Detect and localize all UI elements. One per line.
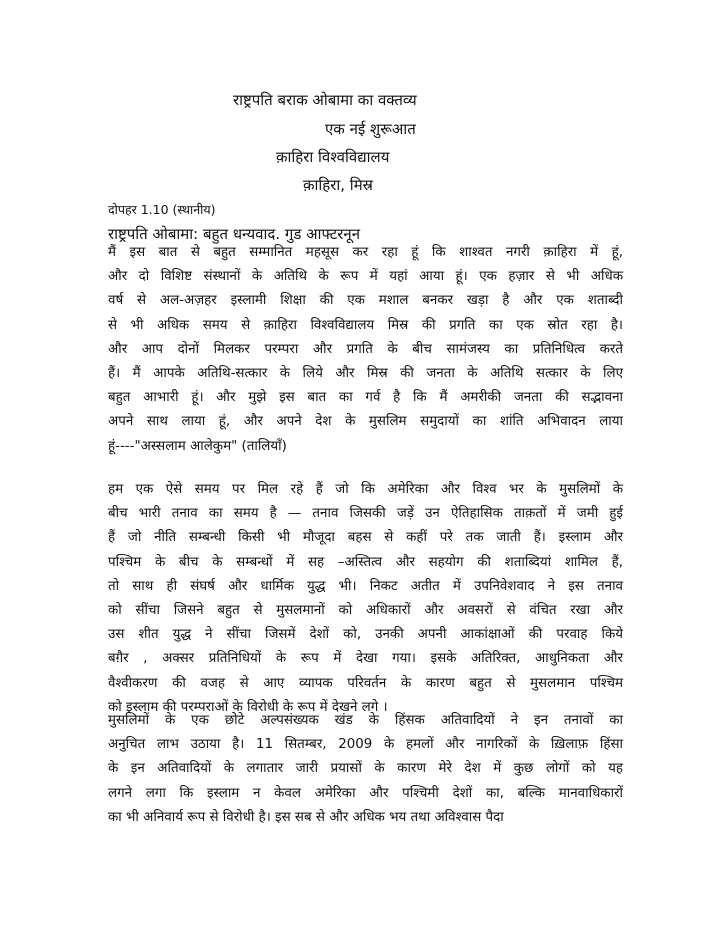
paragraph-3-line: का भी अनिवार्य रूप से विरोधी है। इस सब से और अधिक भय तथा अविश्वास पैदा bbox=[108, 809, 504, 825]
paragraph-1-line: से भी अधिक समय से क़ाहिरा विश्वविद्यालय मिस्र की प्रगति का एक स्रोत रहा है। bbox=[108, 317, 623, 333]
venue-line: क़ाहिरा विश्वविद्यालय bbox=[276, 148, 390, 166]
paragraph-2-line: तो साथ ही संघर्ष और धार्मिक युद्ध भी। निकट अतीत में उपनिवेशवाद ने इस तनाव bbox=[108, 578, 623, 594]
location-line: क़ाहिरा, मिस्र bbox=[303, 176, 373, 194]
paragraph-2-line: हैं जो नीति सम्बन्धी किसी भी मौजूदा बहस से कहीं परे तक जाती हैं। इस्लाम और bbox=[108, 530, 623, 546]
paragraph-2-line: बग़ैर , अक्सर प्रतिनिधियों के रूप में देखा गया। इसके अतिरिक्त, आधुनिकता और bbox=[108, 651, 623, 667]
paragraph-3-line: लगने लगा कि इस्लाम न केवल अमेरिका और पश्चिमी देशों का, बल्कि मानवाधिकारों bbox=[108, 785, 623, 801]
paragraph-1-line: अपने साथ लाया हूं, और अपने देश के मुसलिम समुदायों का शांति अभिवादन लाया bbox=[108, 414, 623, 430]
paragraph-2-line: उस शीत युद्ध ने सींचा जिसमें देशों को, उनकी अपनी आकांक्षाओं की परवाह किये bbox=[108, 627, 623, 643]
paragraph-1-line: हूं----"अस्सलाम आलेकुम" (तालियाँ) bbox=[108, 438, 287, 454]
document-title: राष्ट्रपति बराक ओबामा का वक्तव्य bbox=[233, 91, 417, 109]
paragraph-1-line: वर्ष से अल-अज़हर इस्लामी शिक्षा की एक मशाल बनकर खड़ा है और एक शताब्दी bbox=[108, 293, 623, 309]
paragraph-3-line: मुसलिमों के एक छोटे अल्पसंख्यक खंड के हिंसक अतिवादियों ने इन तनावों का bbox=[108, 713, 623, 728]
paragraph-1-line: बहुत आभारी हूं। और मुझे इस बात का गर्व है कि मैं अमरीकी जनता की सद्भावना bbox=[108, 390, 623, 406]
paragraph-2-line: पश्चिम के बीच के सम्बन्धों में सह –अस्तित्व और सहयोग की शताब्दियां शामिल हैं, bbox=[108, 554, 623, 570]
document-subtitle: एक नई शुरूआत bbox=[325, 120, 416, 138]
paragraph-1-line: और आप दोनों मिलकर परम्परा और प्रगति के बीच सामंजस्य का प्रतिनिधित्व करते bbox=[108, 341, 623, 357]
paragraph-1-line: हैं। मैं आपके अतिथि-सत्कार के लिये और मिस्र की जनता के अतिथि सत्कार के लिए bbox=[108, 366, 623, 381]
paragraph-2-line: को इस्लाम की परम्पराओं के विरोधी के रूप में देखने लगे । bbox=[108, 699, 388, 715]
paragraph-3-line: के इन अतिवादियों के लगातार जारी प्रयासों के कारण मेरे देश में कुछ लोगों को यह bbox=[108, 761, 623, 777]
paragraph-2-line: हम एक ऐसे समय पर मिल रहे हैं जो कि अमेरिका और विश्व भर के मुसलिमों के bbox=[108, 482, 623, 497]
paragraph-1-line: और दो विशिष्ट संस्थानों के अतिथि के रूप में यहां आया हूं। एक हज़ार से भी अधिक bbox=[108, 269, 623, 285]
paragraph-1-line: मैं इस बात से बहुत सम्मानित महसूस कर रहा हूं कि शाश्वत नगरी क़ाहिरा में हूं, bbox=[108, 245, 623, 260]
paragraph-2-line: वैश्वीकरण की वजह से आए व्यापक परिवर्तन के कारण बहुत से मुसलमान पश्चिम bbox=[108, 675, 623, 691]
paragraph-2-line: को सींचा जिसने बहुत से मुसलमानों को अधिकारों और अवसरों से वंचित रखा और bbox=[108, 603, 623, 618]
speaker-line: राष्ट्रपति ओबामा: बहुत धन्यवाद. गुड आफ्टरनून bbox=[108, 225, 361, 243]
paragraph-2-line: बीच भारी तनाव का समय है — तनाव जिसकी जड़ें उन ऐतिहासिक ताक़तों में जमी हुई bbox=[108, 506, 623, 522]
paragraph-3-line: अनुचित लाभ उठाया है। 11 सितम्बर, 2009 के हमलों और नागरिकों के ख़िलाफ़ हिंसा bbox=[108, 737, 623, 753]
timestamp: दोपहर 1.10 (स्थानीय) bbox=[108, 202, 216, 217]
